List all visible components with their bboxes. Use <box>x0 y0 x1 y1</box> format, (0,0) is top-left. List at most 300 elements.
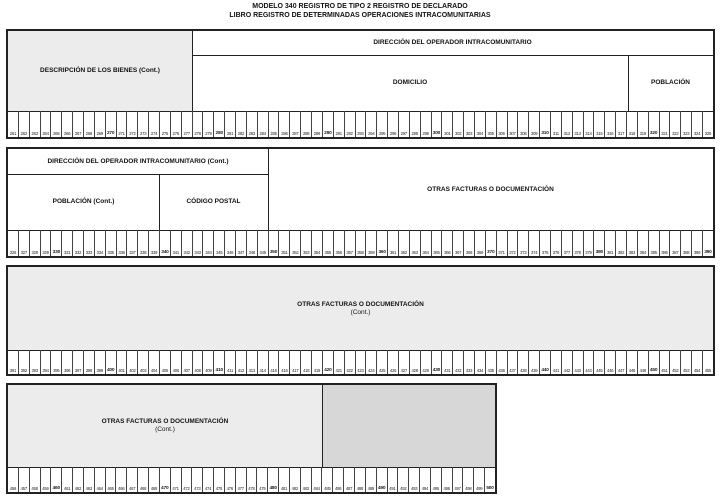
position-cell <box>626 111 637 137</box>
position-number: 459 <box>42 486 49 491</box>
position-number: 321 <box>661 131 668 136</box>
position-cell <box>561 230 572 256</box>
position-number: 378 <box>574 250 581 255</box>
position-cell <box>354 467 365 492</box>
position-cell <box>408 467 419 492</box>
position-cell <box>496 111 507 137</box>
position-number: 473 <box>194 486 201 491</box>
position-number: 428 <box>411 368 418 373</box>
position-number: 384 <box>639 250 646 255</box>
position-number: 283 <box>248 131 256 136</box>
position-cell <box>355 350 366 374</box>
position-number: 261 <box>9 131 17 136</box>
position-cell <box>311 111 322 137</box>
position-number: 325 <box>704 131 712 136</box>
position-cell <box>94 350 105 374</box>
position-cell <box>648 350 659 374</box>
position-cell <box>126 467 137 492</box>
position-number: 303 <box>465 131 473 136</box>
position-cell <box>170 230 181 256</box>
position-cell <box>202 350 213 374</box>
position-cell <box>441 230 452 256</box>
position-cell <box>40 230 51 256</box>
position-cell <box>550 350 561 374</box>
position-cell <box>431 350 442 374</box>
position-number: 406 <box>172 368 180 373</box>
position-cell <box>561 350 572 374</box>
position-number: 464 <box>96 486 103 491</box>
position-number: 439 <box>530 368 538 373</box>
position-number: 381 <box>607 250 614 255</box>
block-1 <box>6 29 715 139</box>
position-number: 324 <box>693 131 701 136</box>
position-number: 419 <box>313 368 321 373</box>
position-number: 492 <box>400 486 407 491</box>
position-number: 353 <box>302 250 310 255</box>
position-number: 276 <box>172 131 180 136</box>
position-cell <box>235 111 246 137</box>
position-number: 455 <box>704 368 712 373</box>
position-number: 372 <box>509 250 516 255</box>
position-number: 291 <box>335 131 342 136</box>
otras-facturas-cont-label: OTRAS FACTURAS O DOCUMENTACIÓN (Cont.) <box>101 418 229 433</box>
position-number: 465 <box>107 486 114 491</box>
position-number: 398 <box>85 368 93 373</box>
codigo-postal-label: CÓDIGO POSTAL <box>186 198 241 205</box>
position-cell <box>18 467 29 492</box>
position-number: 274 <box>150 131 158 136</box>
position-cell <box>256 467 267 492</box>
position-cell <box>29 111 40 137</box>
position-number: 350 <box>269 250 278 255</box>
position-number: 430 <box>432 368 441 373</box>
position-cell <box>170 467 181 492</box>
position-cell <box>561 111 572 137</box>
position-number: 315 <box>596 131 603 136</box>
position-cell <box>441 467 452 492</box>
position-number: 359 <box>368 250 375 255</box>
position-number: 405 <box>161 368 169 373</box>
position-cell <box>278 467 289 492</box>
position-number: 296 <box>389 131 397 136</box>
position-number: 389 <box>693 250 701 255</box>
position-cell <box>148 350 159 374</box>
position-cell <box>311 467 322 492</box>
position-number: 345 <box>216 250 223 255</box>
position-cell <box>355 230 366 256</box>
position-number: 293 <box>357 131 364 136</box>
position-cell <box>181 230 192 256</box>
position-number: 387 <box>672 250 679 255</box>
position-cell <box>539 230 550 256</box>
position-number: 477 <box>237 486 244 491</box>
position-number: 380 <box>595 250 604 255</box>
position-cell <box>105 230 116 256</box>
position-number: 314 <box>585 131 592 136</box>
position-cell <box>8 467 18 492</box>
position-number: 338 <box>140 250 147 255</box>
position-cell <box>61 111 72 137</box>
position-cell <box>387 230 398 256</box>
position-cell <box>72 230 83 256</box>
position-cell <box>181 350 192 374</box>
position-number: 482 <box>291 486 299 491</box>
position-cell <box>300 467 311 492</box>
position-number: 422 <box>346 368 353 373</box>
position-number: 306 <box>498 131 505 136</box>
position-cell <box>300 350 311 374</box>
position-number: 479 <box>259 486 266 491</box>
position-number: 327 <box>20 250 27 255</box>
position-cell <box>322 111 333 137</box>
position-cell <box>593 111 604 137</box>
position-cell <box>170 111 181 137</box>
position-cell <box>463 350 474 374</box>
position-cell <box>246 230 257 256</box>
position-cell <box>311 230 322 256</box>
position-number: 401 <box>118 368 125 373</box>
position-number: 442 <box>563 368 570 373</box>
position-number: 392 <box>20 368 27 373</box>
position-number: 341 <box>172 250 180 255</box>
position-number: 493 <box>410 486 418 491</box>
position-number: 437 <box>509 368 516 373</box>
position-cell <box>376 111 387 137</box>
position-number: 337 <box>129 250 136 255</box>
position-number: 426 <box>389 368 397 373</box>
position-cell <box>257 350 268 374</box>
position-number: 328 <box>31 250 38 255</box>
position-cell <box>452 111 463 137</box>
position-cell <box>202 230 213 256</box>
position-number: 417 <box>292 368 299 373</box>
position-number: 333 <box>85 250 93 255</box>
position-number: 273 <box>140 131 147 136</box>
position-cell <box>40 350 51 374</box>
position-cell <box>517 111 528 137</box>
position-number: 411 <box>227 368 234 373</box>
position-number: 441 <box>552 368 560 373</box>
position-cell <box>61 350 72 374</box>
position-number: 491 <box>389 486 396 491</box>
position-number: 396 <box>64 368 71 373</box>
position-number: 489 <box>367 486 374 491</box>
position-number: 462 <box>74 486 82 491</box>
position-cell <box>332 467 343 492</box>
form-title: MODELO 340 REGISTRO DE TIPO 2 REGISTRO DE DECLARADO <box>252 3 468 10</box>
position-number: 300 <box>432 131 441 136</box>
position-cell <box>409 111 420 137</box>
position-number: 346 <box>226 250 234 255</box>
position-cell <box>485 350 496 374</box>
otras-facturas-cont-label: OTRAS FACTURAS O DOCUMENTACIÓN (Cont.) <box>297 300 424 316</box>
position-number: 292 <box>346 131 353 136</box>
position-cell <box>420 230 431 256</box>
position-number: 268 <box>85 131 93 136</box>
position-cell <box>669 230 680 256</box>
position-number: 286 <box>281 131 288 136</box>
position-number: 373 <box>520 250 527 255</box>
position-cell <box>485 111 496 137</box>
position-cell <box>376 230 387 256</box>
position-number: 414 <box>259 368 266 373</box>
position-number: 371 <box>498 250 505 255</box>
position-number: 399 <box>96 368 103 373</box>
position-number: 362 <box>400 250 408 255</box>
position-number: 336 <box>118 250 125 255</box>
position-number: 421 <box>335 368 342 373</box>
position-cell <box>278 350 289 374</box>
position-cell <box>604 350 615 374</box>
descripcion-label: DESCRIPCIÓN DE LOS BIENES (Cont.) <box>40 67 160 74</box>
position-cell <box>572 111 583 137</box>
position-cell <box>72 350 83 374</box>
position-cell <box>257 230 268 256</box>
position-cell <box>213 111 224 137</box>
position-number: 266 <box>64 131 71 136</box>
position-number: 265 <box>53 131 60 136</box>
position-cell <box>344 230 355 256</box>
position-number: 289 <box>313 131 321 136</box>
position-cell <box>246 467 257 492</box>
position-number: 357 <box>346 250 353 255</box>
position-cell <box>539 350 550 374</box>
position-cell <box>94 111 105 137</box>
position-number: 427 <box>400 368 408 373</box>
position-cell <box>322 230 333 256</box>
position-number: 302 <box>454 131 462 136</box>
position-cell <box>50 230 61 256</box>
position-cell <box>224 230 235 256</box>
position-number: 349 <box>259 250 266 255</box>
position-cell <box>137 230 148 256</box>
position-cell <box>593 230 604 256</box>
position-cell <box>126 111 137 137</box>
position-cell <box>463 111 474 137</box>
position-number: 449 <box>639 368 646 373</box>
position-cell <box>300 230 311 256</box>
position-number: 367 <box>454 250 462 255</box>
position-cells <box>8 230 713 256</box>
position-number: 335 <box>107 250 114 255</box>
position-cell <box>474 350 485 374</box>
position-number: 374 <box>530 250 538 255</box>
position-cell <box>409 350 420 374</box>
position-cell <box>669 350 680 374</box>
position-cell <box>213 350 224 374</box>
position-number: 342 <box>183 250 190 255</box>
position-number: 295 <box>378 131 386 136</box>
position-number: 348 <box>248 250 256 255</box>
position-cell <box>691 111 702 137</box>
position-cell <box>126 350 137 374</box>
position-cell <box>626 350 637 374</box>
position-cell <box>83 350 94 374</box>
position-cell <box>257 111 268 137</box>
position-number: 262 <box>20 131 27 136</box>
position-cell <box>72 111 83 137</box>
position-number: 317 <box>617 131 625 136</box>
position-cell <box>105 467 116 492</box>
position-number: 435 <box>487 368 494 373</box>
position-cell <box>50 350 61 374</box>
position-number: 365 <box>433 250 440 255</box>
position-cell <box>528 230 539 256</box>
position-cell <box>8 111 18 137</box>
position-number: 402 <box>129 368 136 373</box>
position-number: 429 <box>422 368 429 373</box>
position-number: 484 <box>313 486 320 491</box>
position-number: 453 <box>683 368 690 373</box>
position-number: 395 <box>53 368 60 373</box>
position-number: 271 <box>118 131 125 136</box>
position-number: 446 <box>607 368 614 373</box>
position-cell <box>343 467 354 492</box>
position-cell <box>604 230 615 256</box>
position-number: 394 <box>42 368 49 373</box>
position-number: 445 <box>596 368 603 373</box>
position-cell <box>94 230 105 256</box>
position-cell <box>116 230 127 256</box>
position-cell <box>72 467 83 492</box>
position-number: 388 <box>683 250 690 255</box>
position-number: 423 <box>357 368 364 373</box>
position-cell <box>224 467 235 492</box>
position-number: 326 <box>9 250 17 255</box>
position-number: 282 <box>237 131 245 136</box>
position-cell <box>387 467 398 492</box>
position-number: 469 <box>150 486 158 491</box>
position-cell <box>137 350 148 374</box>
position-cell <box>267 467 278 492</box>
position-number: 376 <box>552 250 560 255</box>
position-number: 363 <box>411 250 418 255</box>
position-cell <box>321 467 332 492</box>
position-cell <box>40 467 51 492</box>
position-number: 463 <box>85 486 93 491</box>
position-number: 347 <box>237 250 245 255</box>
position-number: 313 <box>574 131 581 136</box>
position-cell <box>29 467 40 492</box>
position-number: 415 <box>270 368 277 373</box>
position-cell <box>376 350 387 374</box>
position-cell <box>18 230 29 256</box>
position-number: 448 <box>628 368 636 373</box>
position-number: 352 <box>292 250 299 255</box>
position-number: 310 <box>541 131 549 136</box>
position-number: 360 <box>378 250 386 255</box>
position-number: 272 <box>129 131 136 136</box>
position-number: 393 <box>31 368 38 373</box>
position-number: 386 <box>661 250 668 255</box>
position-cell <box>637 230 648 256</box>
position-number: 332 <box>74 250 82 255</box>
position-number: 339 <box>150 250 158 255</box>
position-cell <box>40 111 51 137</box>
position-number: 457 <box>20 486 27 491</box>
position-number: 277 <box>183 131 190 136</box>
position-number: 316 <box>607 131 614 136</box>
position-number: 269 <box>96 131 103 136</box>
position-cell <box>441 350 452 374</box>
position-cell <box>137 111 148 137</box>
position-number: 370 <box>487 250 495 255</box>
position-cell <box>430 467 441 492</box>
position-cell <box>311 350 322 374</box>
position-number: 304 <box>476 131 484 136</box>
position-cell <box>235 230 246 256</box>
position-cell <box>659 230 670 256</box>
position-number: 369 <box>476 250 484 255</box>
position-number: 460 <box>52 486 60 491</box>
position-number: 412 <box>237 368 245 373</box>
position-cell <box>517 350 528 374</box>
position-cell <box>192 350 203 374</box>
position-cell <box>224 111 235 137</box>
position-number: 320 <box>649 131 658 136</box>
position-number: 485 <box>324 486 331 491</box>
position-number: 334 <box>96 250 103 255</box>
position-number: 450 <box>649 368 658 373</box>
position-number: 490 <box>377 486 386 491</box>
position-cell <box>61 230 72 256</box>
position-number: 432 <box>454 368 462 373</box>
position-cell <box>246 350 257 374</box>
position-number: 440 <box>541 368 549 373</box>
position-number: 361 <box>389 250 397 255</box>
position-cell <box>333 230 344 256</box>
position-cells <box>8 350 713 374</box>
position-number: 308 <box>520 131 527 136</box>
position-number: 375 <box>541 250 549 255</box>
position-cell <box>691 350 702 374</box>
position-cell <box>289 230 300 256</box>
position-cell <box>268 350 279 374</box>
position-number: 424 <box>368 368 375 373</box>
position-cell <box>170 350 181 374</box>
position-cell <box>452 230 463 256</box>
position-cell <box>333 350 344 374</box>
position-number: 343 <box>194 250 201 255</box>
position-cell <box>115 467 126 492</box>
position-number: 281 <box>226 131 234 136</box>
position-cell <box>572 230 583 256</box>
position-cell <box>452 467 463 492</box>
position-cell <box>116 350 127 374</box>
position-cell <box>583 230 594 256</box>
position-cell <box>365 467 376 492</box>
position-cell <box>637 350 648 374</box>
position-cell <box>539 111 550 137</box>
position-cell <box>246 111 257 137</box>
position-cell <box>333 111 344 137</box>
position-number: 431 <box>444 368 451 373</box>
position-cell <box>235 350 246 374</box>
position-number: 323 <box>683 131 690 136</box>
position-number: 354 <box>313 250 321 255</box>
position-number: 409 <box>205 368 212 373</box>
position-number: 474 <box>204 486 212 491</box>
position-cell <box>191 467 202 492</box>
position-number: 456 <box>9 486 17 491</box>
position-cell <box>615 111 626 137</box>
position-number: 416 <box>281 368 288 373</box>
position-number: 433 <box>465 368 473 373</box>
position-number: 410 <box>215 368 223 373</box>
position-cell <box>61 467 72 492</box>
position-number: 322 <box>672 131 679 136</box>
position-number: 413 <box>248 368 256 373</box>
